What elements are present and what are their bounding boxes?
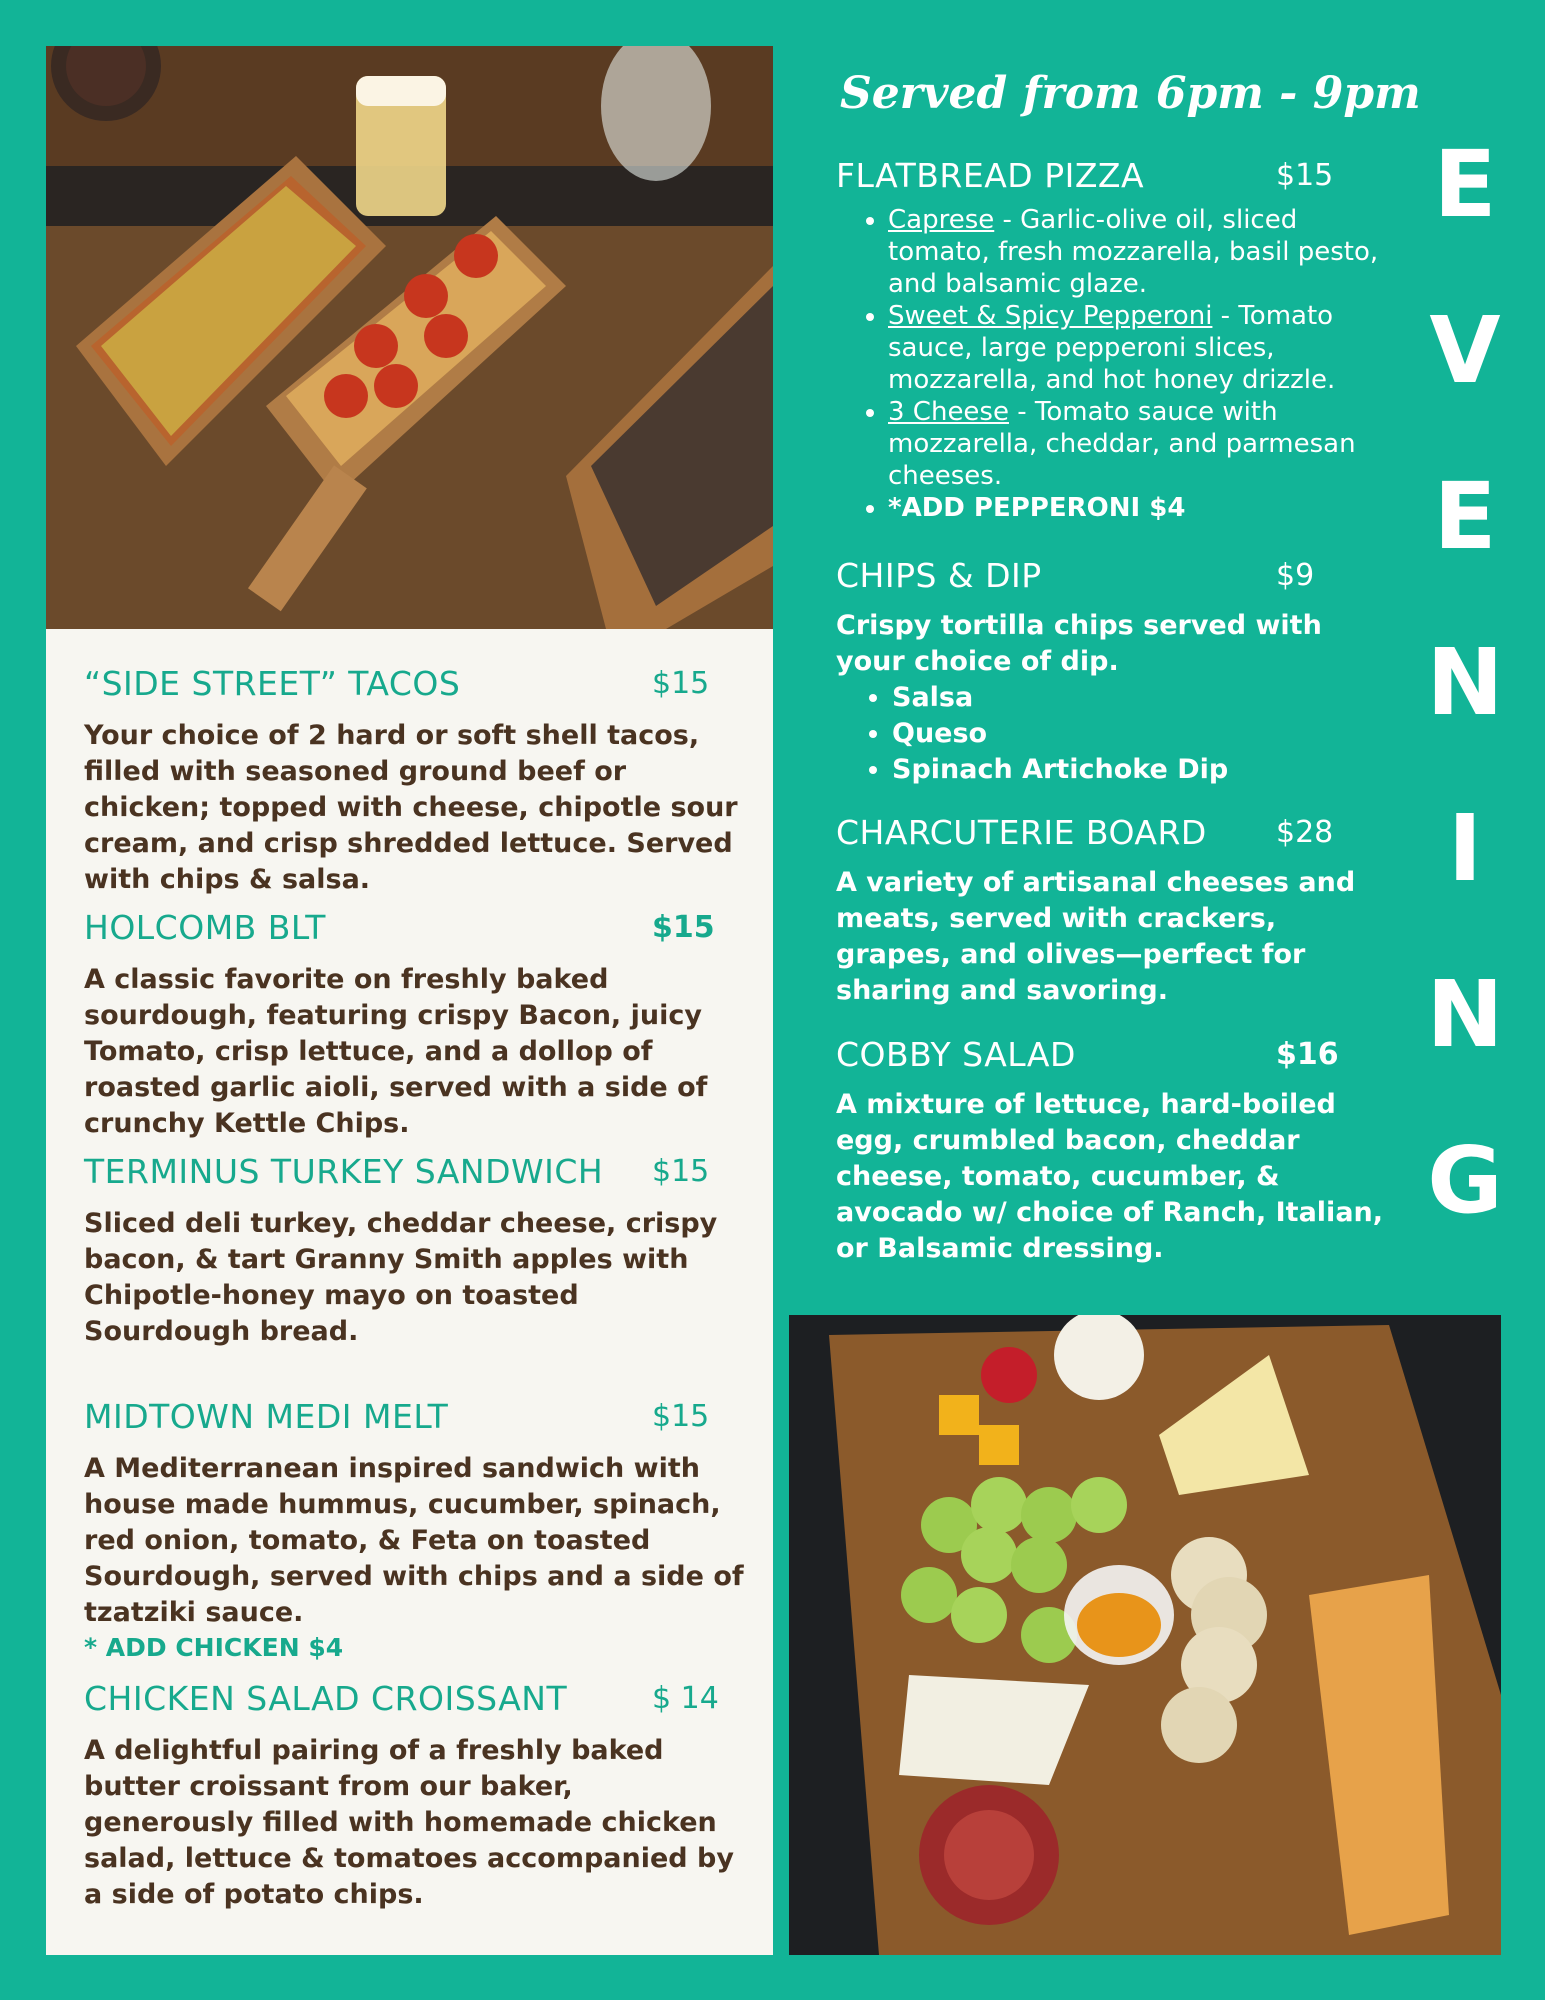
item-price: $15 bbox=[652, 1399, 710, 1434]
item-description: A mixture of lettuce, hard-boiled egg, crumbled bacon, cheddar cheese, tomato, cucumber, & avocado w/ choice of Ranch, Italian, or Balsamic dressing. bbox=[836, 1089, 1384, 1264]
title-letter: G bbox=[1427, 1127, 1503, 1234]
item-description: Your choice of 2 hard or soft shell tacos, filled with seasoned ground beef or chicken; topped with cheese, chipotle sour cream, and crisp shredded lettuce. Served with chips & salsa. bbox=[84, 720, 738, 895]
item-title: CHIPS & DIP bbox=[836, 556, 1042, 595]
option-desc: - Tomato sauce with mozzarella, cheddar, and parmesan cheeses. bbox=[888, 397, 1356, 491]
menu-item bbox=[84, 664, 744, 898]
chips-section bbox=[836, 556, 1396, 788]
item-description: A variety of artisanal cheeses and meats, served with crackers, grapes, and olives—perfect for sharing and savoring. bbox=[836, 867, 1356, 1006]
option-desc: - Garlic-olive oil, sliced tomato, fresh mozzarella, basil pesto, and balsamic glaze. bbox=[888, 205, 1379, 299]
item-price: $28 bbox=[1276, 815, 1334, 850]
title-letter: V bbox=[1429, 297, 1501, 404]
add-on-note: * ADD CHICKEN $4 bbox=[84, 1633, 344, 1662]
item-price: $15 bbox=[1276, 158, 1334, 193]
item-title: “SIDE STREET” TACOS bbox=[84, 664, 461, 703]
list-item: • Spinach Artichoke Dip bbox=[892, 752, 1396, 788]
item-price: $15 bbox=[652, 910, 715, 945]
item-title: CHICKEN SALAD CROISSANT bbox=[84, 1679, 568, 1718]
title-letter: I bbox=[1447, 795, 1483, 902]
flatbread-section bbox=[836, 156, 1396, 524]
item-description: A delightful pairing of a freshly baked butter croissant from our baker, generously filled with homemade chicken salad, lettuce & tomatoes accompanied by a side of potato chips. bbox=[84, 1735, 734, 1910]
charcuterie-section bbox=[836, 813, 1396, 1009]
evening-vertical-title bbox=[1420, 130, 1510, 1292]
item-title: MIDTOWN MEDI MELT bbox=[84, 1397, 449, 1436]
salad-section bbox=[836, 1035, 1396, 1267]
item-title: FLATBREAD PIZZA bbox=[836, 156, 1145, 195]
title-letter: N bbox=[1426, 961, 1504, 1068]
item-price: $15 bbox=[652, 1154, 710, 1189]
menu-item bbox=[84, 1397, 744, 1665]
option-name: 3 Cheese bbox=[888, 397, 1009, 427]
item-title: HOLCOMB BLT bbox=[84, 908, 326, 947]
add-on-note: • *ADD PEPPERONI $4 bbox=[888, 492, 1396, 524]
item-description: Sliced deli turkey, cheddar cheese, crispy bacon, & tart Granny Smith apples with Chipotle-honey mayo on toasted Sourdough bread. bbox=[84, 1208, 718, 1347]
list-item bbox=[888, 396, 1396, 492]
list-item bbox=[888, 300, 1396, 396]
menu-item bbox=[84, 908, 744, 1142]
item-description: A classic favorite on freshly baked sourdough, featuring crispy Bacon, juicy Tomato, crisp lettuce, and a dollop of roasted garlic aioli, served with a side of crunchy Kettle Chips. bbox=[84, 964, 708, 1139]
item-description: Crispy tortilla chips served with your choice of dip. bbox=[836, 610, 1322, 677]
item-description: A Mediterranean inspired sandwich with house made hummus, cucumber, spinach, red onion, tomato, & Feta on toasted Sourdough, served with chips and a side of tzatziki sauce. bbox=[84, 1453, 744, 1628]
option-name: Caprese bbox=[888, 205, 995, 235]
menu-item bbox=[84, 1152, 744, 1350]
dip-options bbox=[836, 680, 1396, 788]
option-desc: - Tomato sauce, large pepperoni slices, mozzarella, and hot honey drizzle. bbox=[888, 301, 1336, 395]
item-title: CHARCUTERIE BOARD bbox=[836, 813, 1207, 852]
title-letter: N bbox=[1426, 629, 1504, 736]
option-name: Sweet & Spicy Pepperoni bbox=[888, 301, 1213, 331]
item-price: $15 bbox=[652, 666, 710, 701]
item-price: $9 bbox=[1276, 558, 1315, 593]
served-hours: Served from 6pm - 9pm bbox=[840, 68, 1421, 119]
list-item: • Salsa bbox=[892, 680, 1396, 716]
item-title: TERMINUS TURKEY SANDWICH bbox=[84, 1152, 604, 1191]
title-letter: E bbox=[1433, 131, 1497, 238]
list-item: • Queso bbox=[892, 716, 1396, 752]
list-item bbox=[888, 204, 1396, 300]
item-price: $ 14 bbox=[652, 1681, 719, 1716]
charcuterie-photo bbox=[789, 1315, 1501, 1955]
item-title: COBBY SALAD bbox=[836, 1035, 1076, 1074]
flatbread-options bbox=[836, 204, 1396, 524]
left-menu-panel bbox=[46, 629, 773, 1955]
flatbread-photo bbox=[46, 46, 773, 629]
menu-item bbox=[84, 1679, 744, 1913]
item-price: $16 bbox=[1276, 1037, 1339, 1072]
title-letter: E bbox=[1433, 463, 1497, 570]
